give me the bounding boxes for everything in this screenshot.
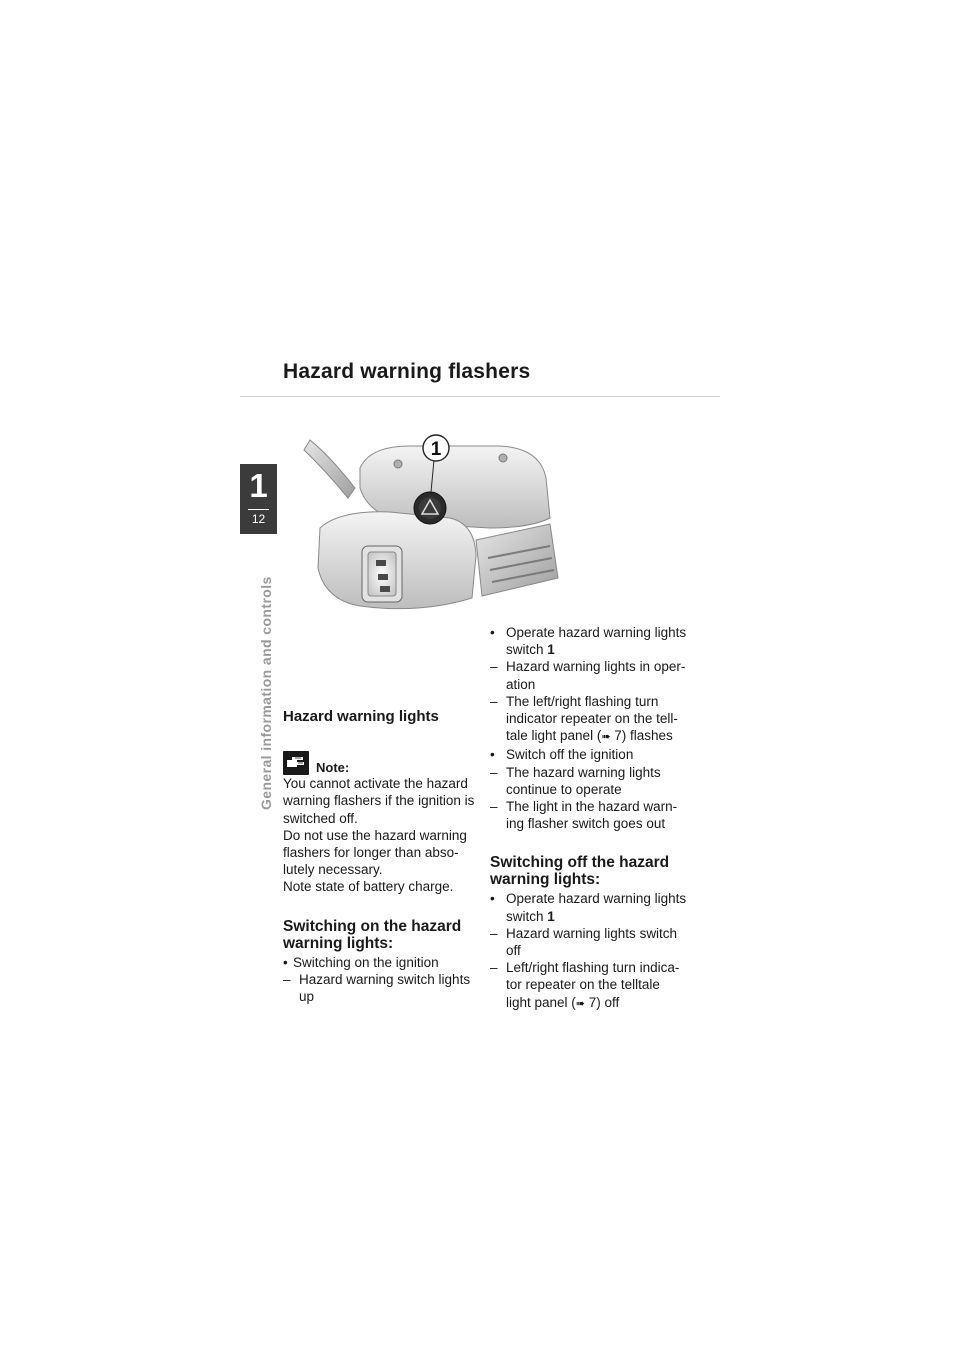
item-text: light panel ( xyxy=(506,994,576,1010)
list-item xyxy=(490,658,700,692)
note-line: warning flashers if the ignition is xyxy=(283,793,475,809)
item-text: Operate hazard warning lights xyxy=(506,891,687,907)
heading-line: warning lights: xyxy=(490,871,601,889)
item-text: up xyxy=(299,989,315,1005)
item-text: Switch off the ignition xyxy=(506,747,634,763)
side-chapter-label: General information and controls xyxy=(258,576,274,810)
note-label: Note: xyxy=(316,760,350,776)
right-column xyxy=(490,624,700,1013)
item-text: Switching on the ignition xyxy=(293,954,439,970)
dash-marker: – xyxy=(490,925,498,941)
item-text xyxy=(506,908,700,925)
handlebar-drawing xyxy=(300,428,560,618)
list-item xyxy=(490,693,700,747)
item-text: The left/right flashing turn xyxy=(506,693,659,709)
list-item xyxy=(490,764,700,798)
note-line: lutely necessary. xyxy=(283,862,383,878)
item-text: off xyxy=(506,943,521,959)
item-text: ation xyxy=(506,676,536,692)
list-item xyxy=(490,798,700,832)
note-line: You cannot activate the hazard xyxy=(283,776,468,792)
title-divider xyxy=(240,396,720,397)
page-reference-arrow-icon: ➠ xyxy=(601,731,611,744)
note-hand-icon xyxy=(283,751,309,775)
handlebar-illustration xyxy=(300,428,560,618)
item-text: Left/right flashing turn indica- xyxy=(506,960,680,976)
chapter-divider xyxy=(248,509,269,510)
item-text: The light in the hazard warn- xyxy=(506,799,678,815)
list-item xyxy=(490,925,700,959)
item-text: indicator repeater on the tell- xyxy=(506,711,678,727)
heading-line: Switching on the hazard xyxy=(283,917,462,935)
page-number: 12 xyxy=(251,512,266,526)
item-text: tale light panel ( xyxy=(506,728,602,744)
dash-marker: – xyxy=(490,764,498,780)
item-text xyxy=(506,641,700,658)
item-text: continue to operate xyxy=(506,781,622,797)
chapter-tab xyxy=(240,464,277,534)
list-item xyxy=(490,890,700,924)
chapter-number: 1 xyxy=(249,467,268,504)
note-line: flashers for longer than abso- xyxy=(283,845,459,861)
list-item xyxy=(490,624,700,658)
note-text xyxy=(283,775,483,895)
item-text: switch xyxy=(506,908,548,924)
bullet-marker: • xyxy=(490,891,495,907)
left-column xyxy=(283,708,483,1005)
item-text: Hazard warning lights switch xyxy=(506,925,678,941)
page-reference-arrow-icon: ➠ xyxy=(575,997,586,1010)
list-item xyxy=(490,959,700,1013)
item-text xyxy=(506,994,700,1013)
note-line: Do not use the hazard warning xyxy=(283,827,467,843)
dash-marker: – xyxy=(490,693,498,709)
switching-on-heading xyxy=(283,918,483,952)
item-text: Operate hazard warning lights xyxy=(506,625,687,640)
note-line: Note state of battery charge. xyxy=(283,879,454,895)
heading-line: Switching off the hazard xyxy=(490,854,670,872)
dash-marker: – xyxy=(490,659,498,675)
item-text: ing flasher switch goes out xyxy=(506,816,666,832)
item-text: Hazard warning switch lights xyxy=(299,971,471,987)
note-line: switched off. xyxy=(283,810,358,826)
dash-marker: – xyxy=(283,971,291,987)
dash-marker: – xyxy=(490,960,498,976)
item-text: 7) off xyxy=(585,994,620,1010)
list-item xyxy=(283,954,483,971)
switch-reference: 1 xyxy=(547,908,555,924)
switching-off-heading xyxy=(490,854,700,888)
switch-reference: 1 xyxy=(547,642,555,658)
dash-marker: – xyxy=(490,799,498,815)
section-heading-hazard-warning-lights: Hazard warning lights xyxy=(283,708,439,725)
item-text: tor repeater on the telltale xyxy=(506,977,660,993)
item-text: 7) flashes xyxy=(610,728,673,744)
item-text: switch xyxy=(506,642,548,658)
bullet-marker: • xyxy=(283,954,288,970)
heading-line: warning lights: xyxy=(283,934,394,952)
figure-callout: 1 xyxy=(430,439,442,460)
page-title: Hazard warning flashers xyxy=(283,360,531,383)
list-item xyxy=(283,971,483,1005)
bullet-marker: • xyxy=(490,625,495,640)
list-item xyxy=(490,746,700,763)
bullet-marker: • xyxy=(490,747,495,763)
item-text: The hazard warning lights xyxy=(506,764,661,780)
item-text: Hazard warning lights in oper- xyxy=(506,659,686,675)
item-text xyxy=(506,727,700,746)
note-header xyxy=(283,747,483,775)
